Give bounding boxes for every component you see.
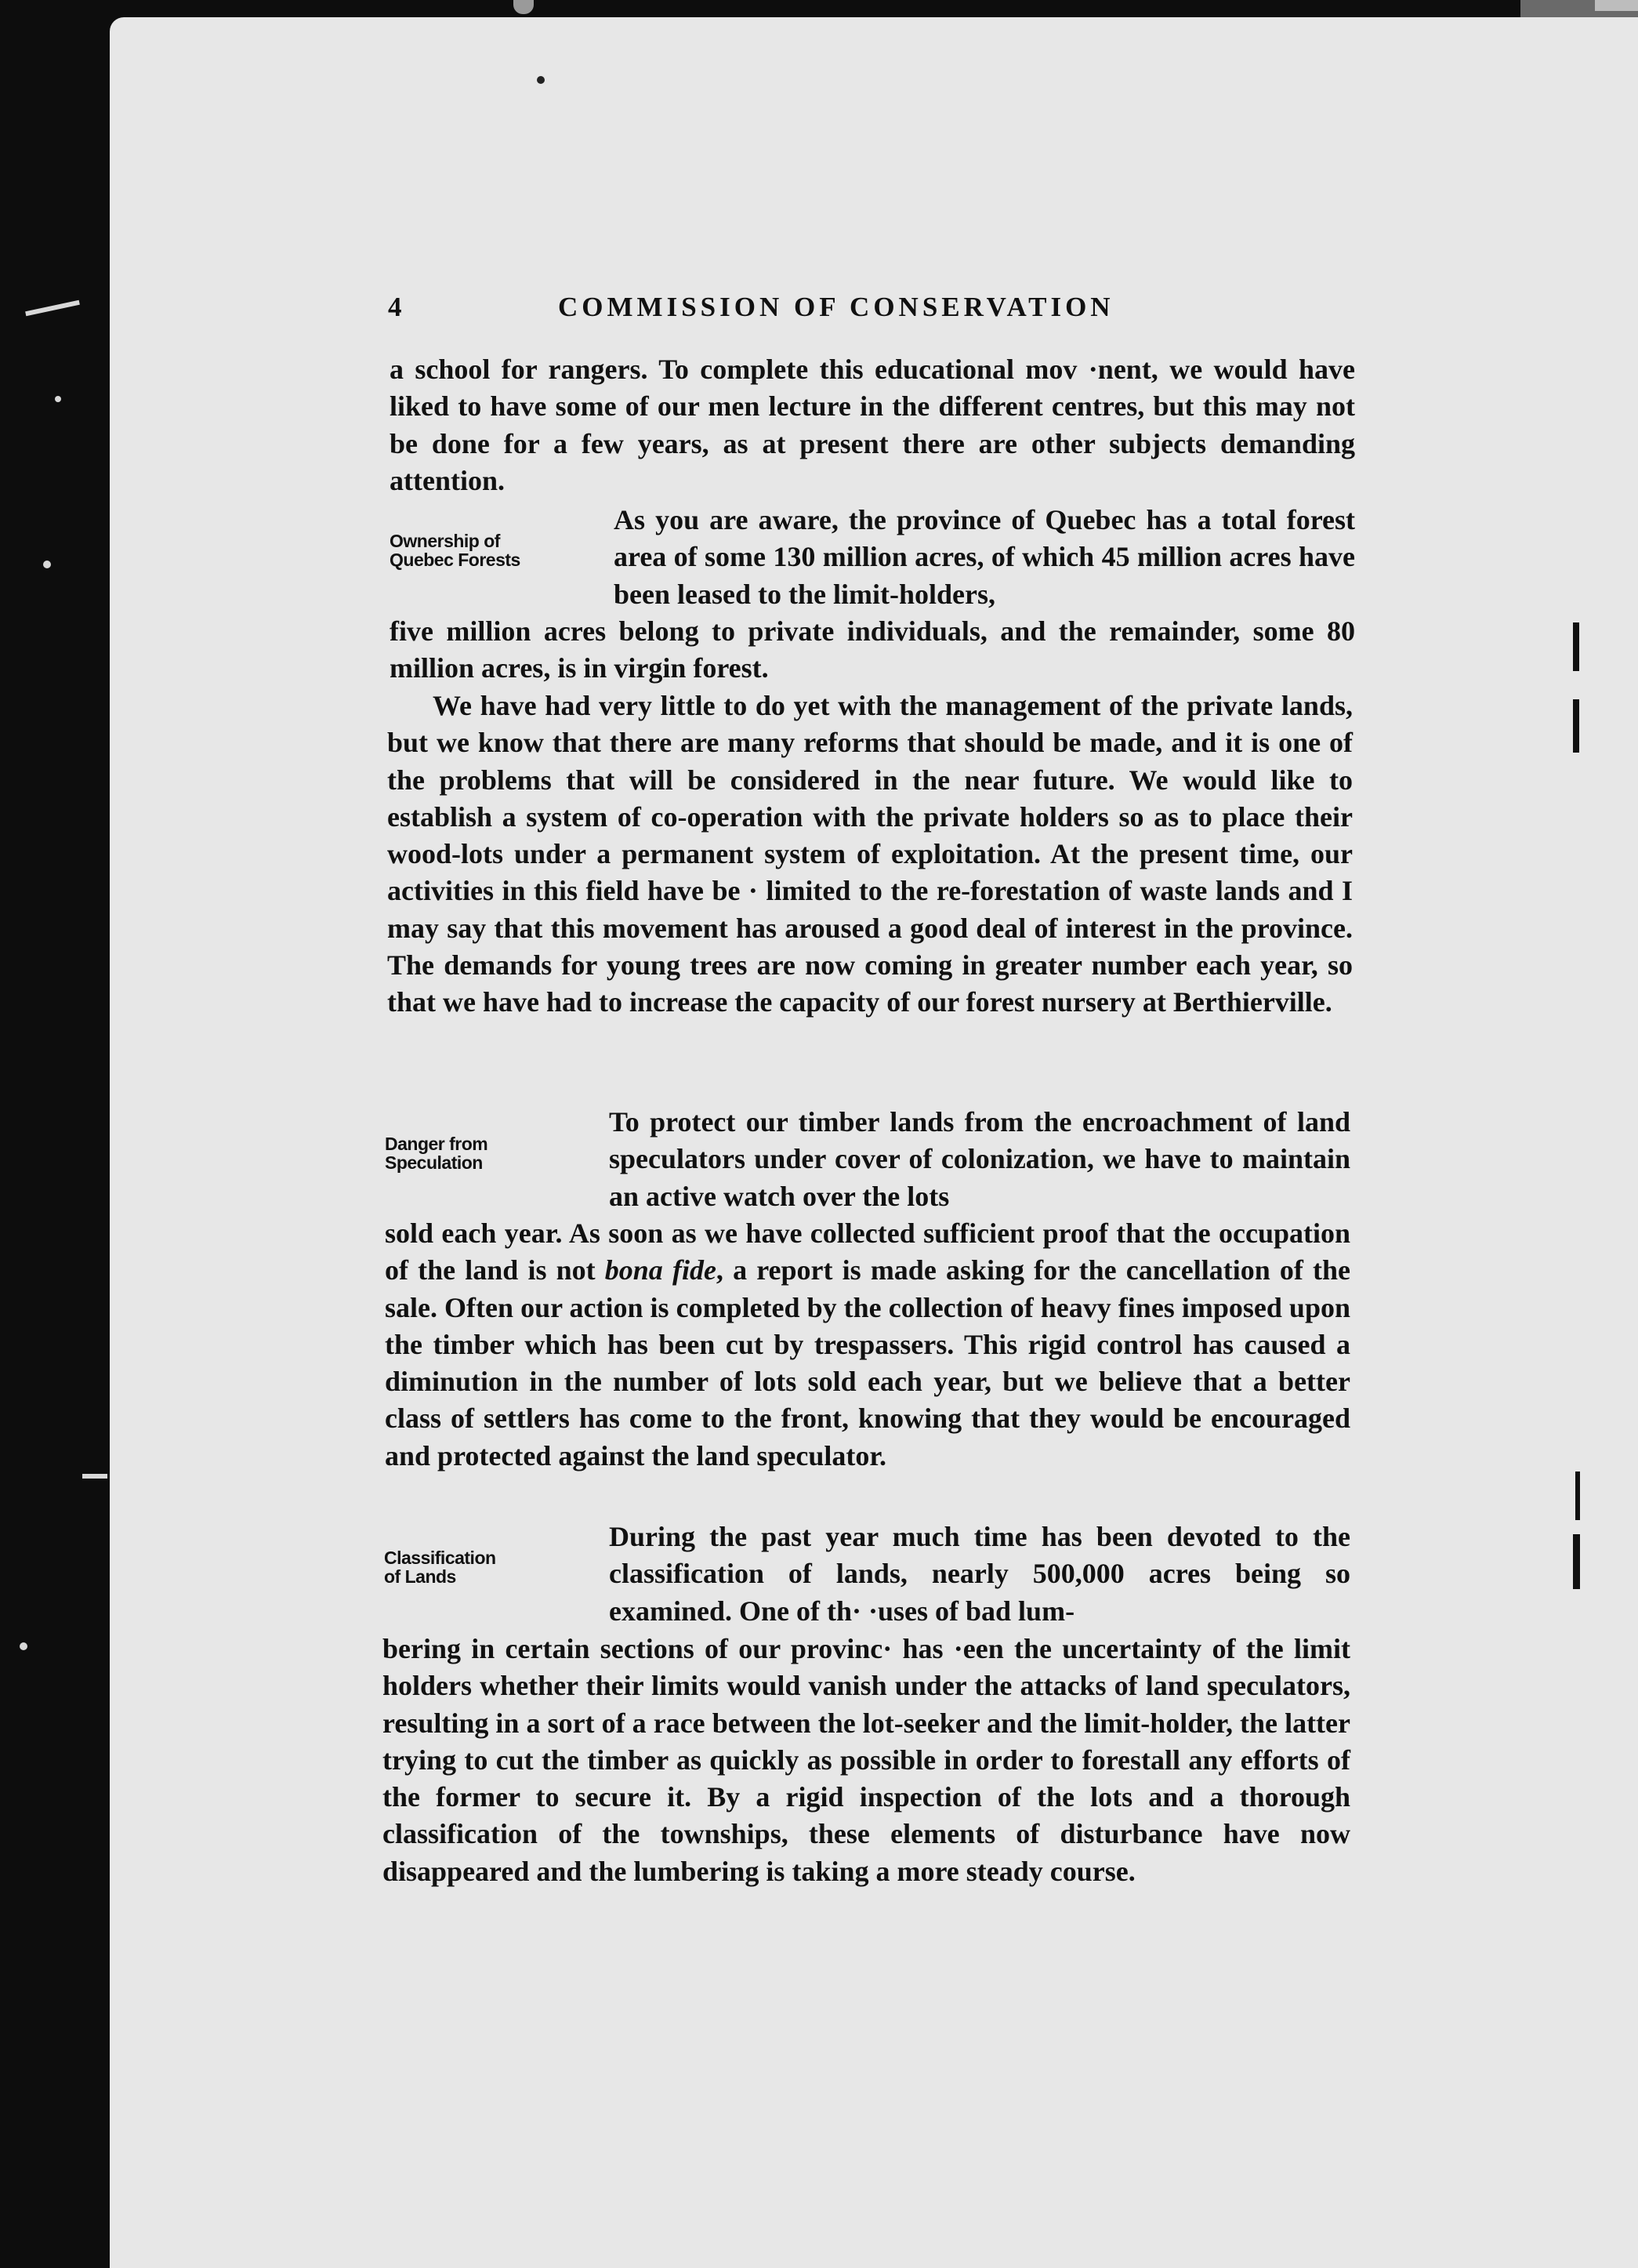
ink-mark-right: [1573, 622, 1579, 671]
scan-corner-mark-light: [1595, 0, 1638, 11]
ink-mark-right: [1573, 699, 1579, 753]
scan-artifact-left: [43, 561, 51, 568]
margin-note-line: Ownership of: [390, 531, 500, 551]
ink-mark-right: [1575, 1471, 1580, 1520]
scan-artifact-left: [20, 1642, 27, 1650]
page-header: [388, 292, 1352, 331]
page-number: 4: [388, 292, 402, 322]
margin-note-danger: [385, 1134, 487, 1172]
paragraph-4-text-a: sold each year. As soon as we have collected sufficient proof that the occupation of the land is not: [385, 1217, 1350, 1286]
running-title: COMMISSION OF CONSERVATION: [558, 292, 1114, 322]
margin-note-line: Speculation: [385, 1152, 483, 1173]
scan-artifact-left: [82, 1474, 107, 1479]
paragraph-5-rest: bering in certain sections of our provinc· has ·een the uncertainty of the limit holders whether their limits would vanish under the attacks of land speculators, resulting in a sort of a race between the lot-seeker and the limit-holder, the latter trying to cut the timber as quickly as possible in order to forestall any efforts of the former to secure it. By a rigid inspection of the lots and a thorough classification of the townships, these elements of disturbance have now disappeared and the lumbering is taking a more steady course.: [382, 1633, 1350, 1887]
ink-mark-right: [1573, 1534, 1580, 1589]
paragraph-4-text-b: , a report is made asking for the cancellation of the sale. Often our action is completed by the collection of heavy fines imposed upon the timber which has been cut by trespassers. This rigid control has caused a diminution in the number of lots sold each year, but we believe that a better class of settlers has come to the front, knowing that they would be encouraged and protected against the land speculator.: [385, 1254, 1350, 1471]
margin-note-line: Quebec Forests: [390, 550, 520, 570]
paragraph-4-side: To protect our timber lands from the encroachment of land speculators under cover of colonization, we have to maintain an active watch over the lots: [609, 1106, 1350, 1212]
scan-artifact-left: [25, 300, 80, 316]
paragraph-2-rest: five million acres belong to private individuals, and the remainder, some 80 million acres, is in virgin forest.: [390, 615, 1355, 684]
scan-speck: [513, 0, 534, 14]
margin-note-classification: [384, 1548, 496, 1586]
paragraph-5-side: During the past year much time has been devoted to the classification of lands, nearly 500,000 acres being so examined. One of th· ·uses of bad lum-: [609, 1521, 1350, 1627]
scan-artifact-left: [55, 396, 61, 402]
paragraph-3: We have had very little to do yet with the management of the private lands, but we know that there are many reforms that should be made, and it is one of the problems that will be considered in the near future. We would like to establish a system of co-operation with the private holders so as to place their wood-lots under a permanent system of exploitation. At the present time, our activities in this field have be · limited to the re-forestation of waste lands and I may say that this movement has aroused a good deal of interest in the province. The demands for young trees are now coming in greater number each year, so that we have had to increase the capacity of our forest nursery at Berthierville.: [387, 690, 1353, 1018]
margin-note-line: Danger from: [385, 1134, 488, 1154]
margin-note-ownership: [390, 532, 520, 569]
ink-speck: [537, 76, 545, 84]
paragraph-2-side: As you are aware, the province of Quebec has a total forest area of some 130 million acres, of which 45 million acres have been leased to the limit-holders,: [614, 504, 1355, 610]
paragraph-4-rest: [385, 1215, 1350, 1475]
margin-note-line: Classification: [384, 1548, 496, 1568]
italic-phrase: bona fide: [604, 1254, 716, 1286]
margin-note-line: of Lands: [384, 1566, 456, 1587]
paragraph-1: a school for rangers. To complete this educational mov ·nent, we would have liked to have some of our men lecture in the different centres, but this may not be done for a few years, as at present there are other subjects demanding attention.: [390, 354, 1355, 496]
